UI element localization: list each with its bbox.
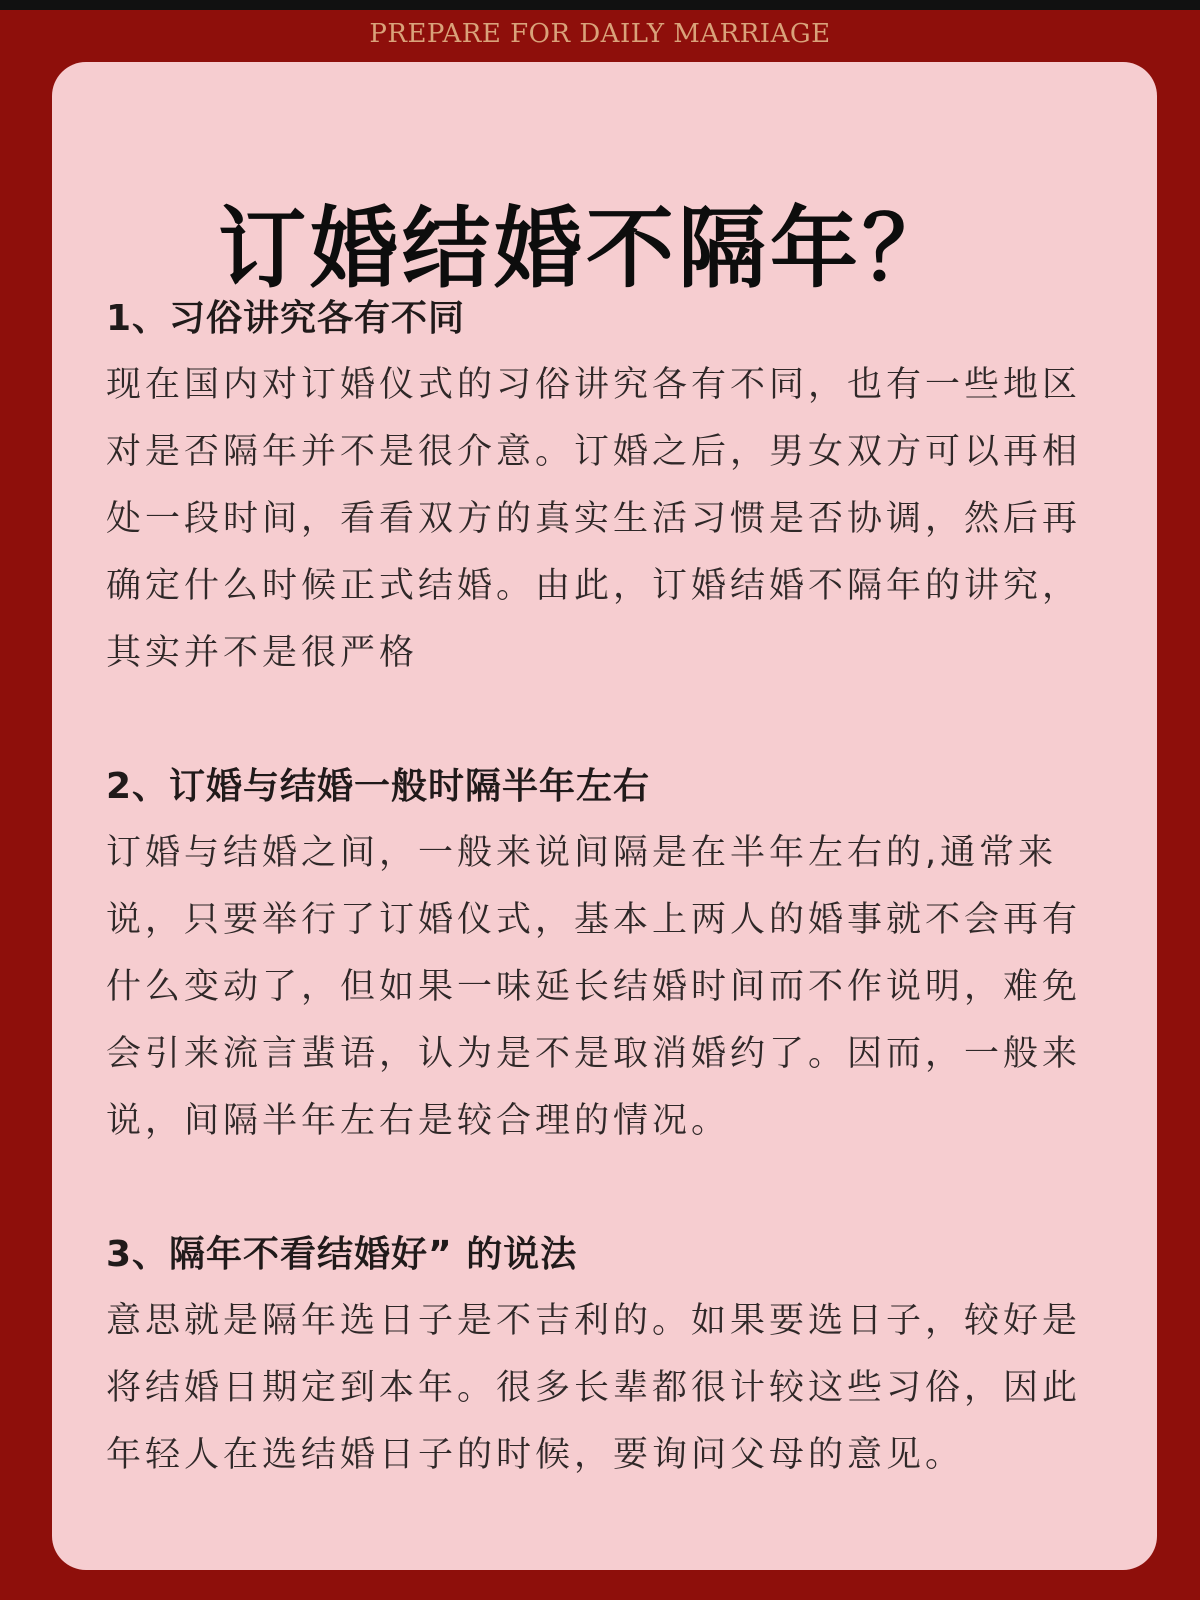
section-heading: 1、习俗讲究各有不同: [106, 298, 466, 339]
page-title: 订婚结婚不隔年？: [217, 196, 954, 300]
section-customs: [106, 296, 1096, 687]
section-saying: [106, 1232, 1096, 1489]
section-body: 订婚与结婚之间，一般来说间隔是在半年左右的,通常来说，只要举行了订婚仪式，基本上两人的婚事就不会再有什么变动了，但如果一味延长结婚时间而不作说明，难免会引来流言蜚语，认为是不是取消婚约了。因而，一般来说，间隔半年左右是较合理的情况。: [106, 833, 1082, 1141]
section-interval: [106, 764, 1096, 1155]
section-heading: 2、订婚与结婚一般时隔半年左右: [106, 766, 651, 807]
top-strip: [0, 0, 1200, 10]
section-body: 意思就是隔年选日子是不吉利的。如果要选日子，较好是将结婚日期定到本年。很多长辈都很计较这些习俗，因此年轻人在选结婚日子的时候，要询问父母的意见。: [106, 1301, 1082, 1475]
section-body: 现在国内对订婚仪式的习俗讲究各有不同，也有一些地区对是否隔年并不是很介意。订婚之后，男女双方可以再相处一段时间，看看双方的真实生活习惯是否协调，然后再确定什么时候正式结婚。由此，订婚结婚不隔年的讲究，其实并不是很严格: [106, 365, 1082, 673]
section-heading: 3、隔年不看结婚好” 的说法: [106, 1234, 578, 1275]
banner-text: PREPARE FOR DAILY MARRIAGE: [369, 19, 831, 49]
